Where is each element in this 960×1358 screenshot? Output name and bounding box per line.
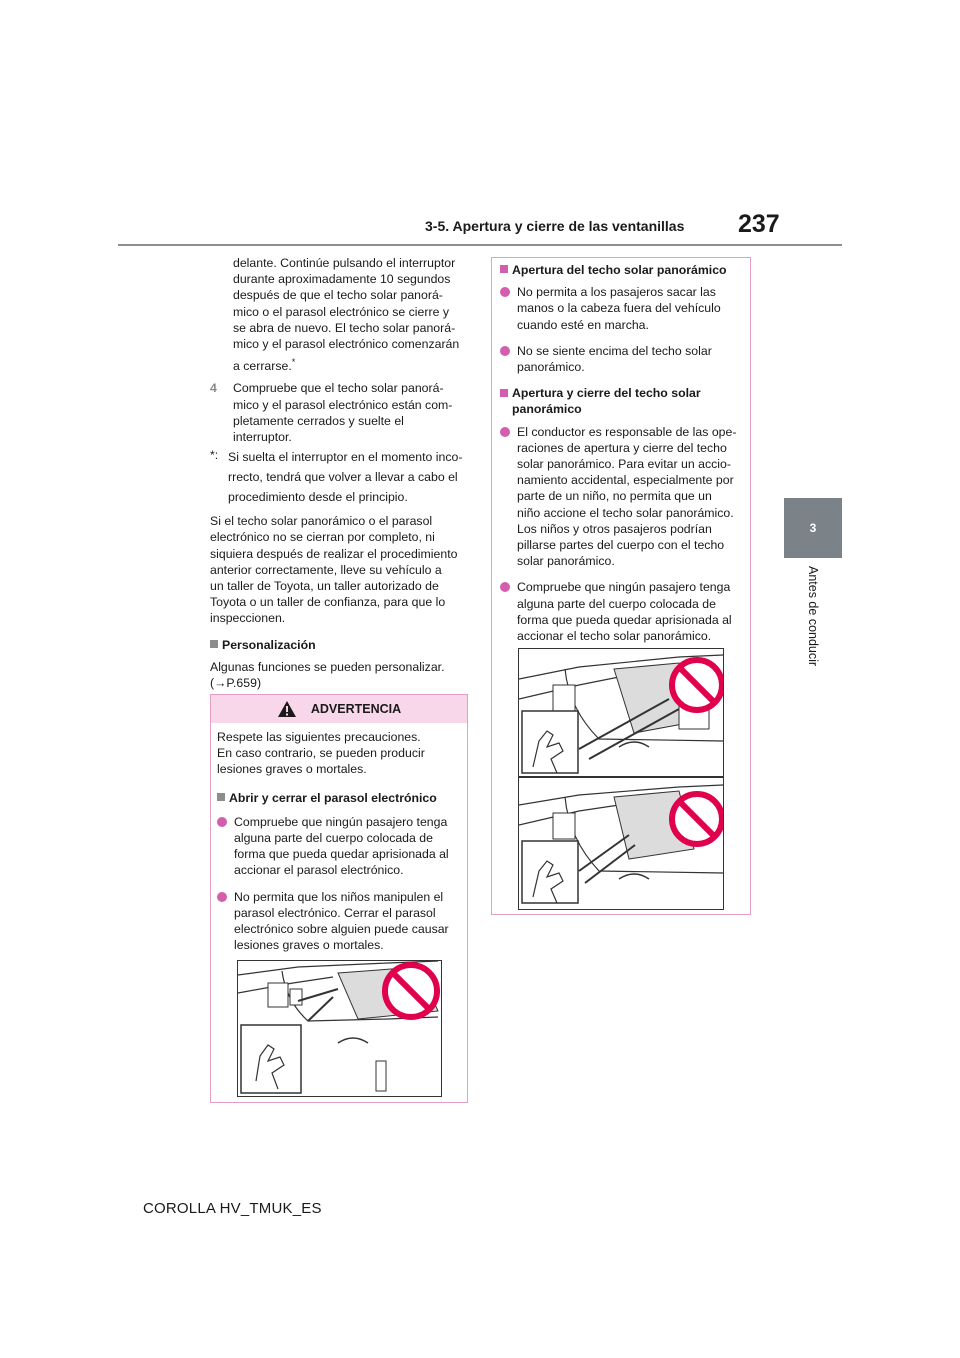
text-line: inspeccionen.	[210, 611, 286, 626]
text-line: Los niños y otros pasajeros podrían	[517, 521, 712, 536]
model-code-footer: COROLLA HV_TMUK_ES	[143, 1200, 322, 1217]
warning-bullet	[217, 889, 461, 954]
bullet-dot-icon	[500, 427, 510, 437]
text-line: Si suelta el interruptor en el momento inco-	[228, 450, 463, 465]
text-line: Compruebe que ningún pasajero tenga	[517, 580, 731, 595]
text-line: solar panorámico. Para evitar un accio-	[517, 457, 731, 472]
sunroof-warning-illustration	[518, 648, 724, 910]
text-line: después de que el techo solar panorá-	[233, 288, 443, 303]
step-number: 4	[210, 381, 217, 396]
warning-triangle-icon	[277, 700, 297, 718]
page-reference-link[interactable]: (→P.659)	[210, 675, 262, 690]
sunroof-opening-heading	[500, 262, 742, 278]
step-3-continuation	[210, 255, 472, 376]
footnote	[210, 447, 472, 507]
sunroof-open-close-heading	[500, 385, 742, 417]
footnote-mark: *	[291, 357, 296, 368]
text-line: mico y el parasol electrónico comenzarán	[233, 337, 460, 352]
prohibition-icon	[385, 965, 437, 1017]
text-line: manos o la cabeza fuera del vehículo	[517, 301, 721, 316]
warning-title: ADVERTENCIA	[310, 702, 402, 716]
customization-text	[210, 659, 472, 691]
prohibition-icon	[672, 660, 722, 710]
text-line: rrecto, tendrá que volver a llevar a cabo el	[228, 470, 458, 485]
text-line: raciones de apertura y cierre del techo	[517, 440, 727, 455]
text-line: Compruebe que el techo solar panorá-	[233, 381, 444, 396]
text-line: interruptor.	[233, 429, 292, 444]
text-line: Si el techo solar panorámico o el parasol	[210, 514, 433, 529]
text-line: solar panorámico.	[517, 554, 615, 569]
warning-header	[211, 695, 467, 723]
text-line: niño accione el techo solar panorámico.	[517, 505, 734, 520]
heading-text: Apertura del techo solar panorámico	[512, 263, 727, 277]
text-line: forma que pueda quedar aprisionada al	[517, 612, 732, 627]
caution-bullet	[500, 579, 742, 644]
left-column	[210, 255, 472, 691]
text-line: panorámico.	[517, 360, 585, 375]
section-title: 3-5. Apertura y cierre de las ventanillas	[425, 218, 685, 234]
text-line: No se siente encima del techo solar	[517, 343, 712, 358]
prohibition-icon	[672, 794, 722, 844]
text-line: lesiones graves o mortales.	[217, 762, 367, 777]
text-line: procedimiento desde el principio.	[228, 490, 408, 505]
caution-bullet	[500, 284, 742, 333]
heading-text: Personalización	[222, 637, 316, 652]
chapter-title: Antes de conducir	[806, 566, 820, 667]
text-line: alguna parte del cuerpo colocada de	[234, 831, 433, 846]
text-line: cuando esté en marcha.	[517, 317, 649, 332]
text-line: En caso contrario, se pueden producir	[217, 746, 425, 761]
text-line: se abra de nuevo. El techo solar panorá-	[233, 320, 456, 335]
header-divider	[118, 244, 842, 246]
customization-heading	[210, 637, 472, 653]
text-line: durante aproximadamente 10 segundos	[233, 272, 451, 287]
square-bullet-icon	[500, 389, 508, 397]
text-line: a cerrarse.	[233, 359, 292, 374]
caution-bullet	[500, 424, 742, 570]
bullet-dot-icon	[500, 287, 510, 297]
text-line: delante. Continúe pulsando el interruptor	[233, 256, 456, 270]
text-line: alguna parte del cuerpo colocada de	[517, 596, 716, 611]
text-line: pletamente cerrados y suelte el	[233, 413, 404, 428]
bullet-dot-icon	[217, 892, 227, 902]
square-bullet-icon	[500, 265, 508, 273]
text-line: anterior correctamente, lleve su vehículo a	[210, 562, 442, 577]
bullet-dot-icon	[500, 582, 510, 592]
caution-bullet	[500, 343, 742, 375]
text-line: No permita que los niños manipulen el	[234, 889, 444, 904]
footnote-mark: *:	[210, 448, 219, 463]
text-line: accionar el techo solar panorámico.	[517, 629, 712, 644]
heading-text: Abrir y cerrar el parasol electrónico	[229, 790, 437, 805]
text-line: Compruebe que ningún pasajero tenga	[234, 814, 448, 829]
sunshade-warning-illustration	[237, 960, 442, 1097]
text-line: Toyota o un taller de confianza, para que lo	[210, 595, 446, 610]
text-line: electrónico sobre alguien puede causar	[234, 922, 449, 937]
text-line: parte de un niño, no permita que un	[517, 489, 712, 504]
bullet-dot-icon	[500, 346, 510, 356]
text-line: Algunas funciones se pueden personalizar.	[210, 659, 445, 674]
text-line: Apertura y cierre del techo solar	[512, 386, 701, 401]
text-line: namiento accidental, especialmente por	[517, 473, 734, 488]
text-line: accionar el parasol electrónico.	[234, 863, 404, 878]
text-line: parasol electrónico. Cerrar el parasol	[234, 905, 436, 920]
text-line: forma que pueda quedar aprisionada al	[234, 847, 449, 862]
square-bullet-icon	[210, 640, 218, 648]
text-line: electrónico no se cierran por completo, ni	[210, 530, 435, 545]
chapter-tab[interactable]	[784, 498, 842, 558]
step-4	[210, 380, 472, 445]
text-line: mico o el parasol electrónico se cierre y	[233, 304, 449, 319]
text-line: No permita a los pasajeros sacar las	[517, 285, 716, 300]
chapter-number: 3	[809, 521, 817, 535]
paragraph	[210, 513, 472, 626]
square-bullet-icon	[217, 793, 225, 801]
text-line: siquiera después de realizar el procedimiento	[210, 546, 458, 561]
bullet-dot-icon	[217, 817, 227, 827]
text-line: Respete las siguientes precauciones.	[217, 730, 421, 744]
text-line: pillarse partes del cuerpo con el techo	[517, 538, 725, 553]
text-line: panorámico	[512, 402, 582, 417]
page-number: 237	[738, 210, 780, 238]
warning-subheading	[217, 790, 461, 806]
warning-bullet	[217, 814, 461, 879]
text-line: un taller de Toyota, un taller autorizado de	[210, 578, 439, 593]
text-line: lesiones graves o mortales.	[234, 938, 384, 953]
text-line: mico y el parasol electrónico están com-	[233, 397, 453, 412]
text-line: El conductor es responsable de las ope-	[517, 424, 737, 439]
